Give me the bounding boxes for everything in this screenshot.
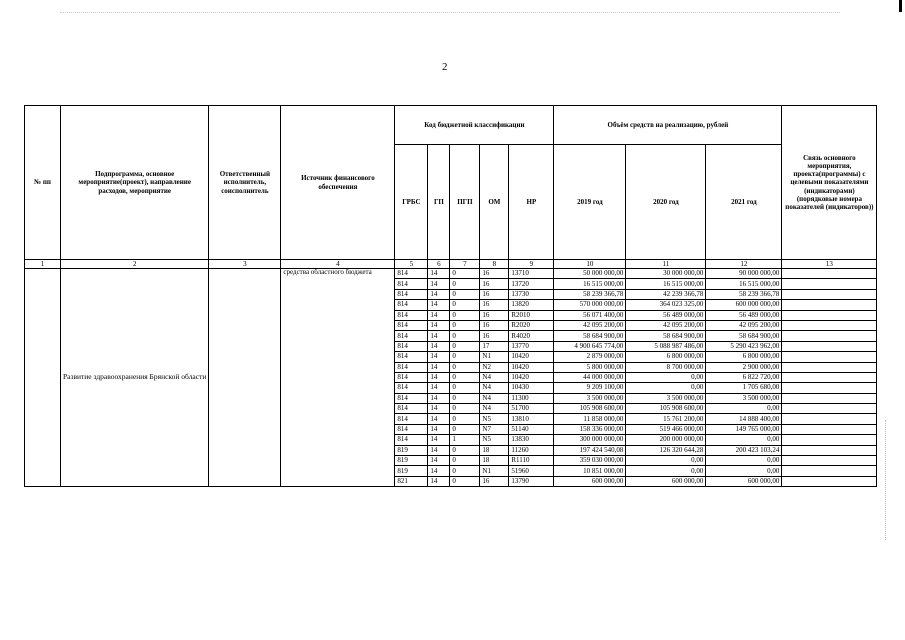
source-cell: средства областного бюджета — [281, 269, 395, 487]
amount-2021-cell: 6 822 720,00 — [706, 372, 782, 382]
om-cell: 16 — [480, 320, 509, 330]
np-cell: 10420 — [509, 352, 554, 362]
om-cell: 18 — [480, 445, 509, 455]
amount-2019-cell: 50 000 000,00 — [554, 269, 626, 279]
gp-cell: 14 — [428, 393, 450, 403]
pgp-cell: 0 — [450, 393, 480, 403]
gp-cell: 14 — [428, 424, 450, 434]
header-row-1 — [25, 106, 877, 145]
gp-cell: 14 — [428, 445, 450, 455]
link-cell — [782, 310, 877, 320]
pgp-cell: 0 — [450, 320, 480, 330]
header-volume: Объём средств на реализацию, рублей — [554, 106, 782, 145]
header-om: ОМ — [480, 145, 509, 260]
np-cell: 13710 — [509, 269, 554, 279]
column-number: 7 — [450, 260, 480, 269]
link-cell — [782, 435, 877, 445]
amount-2021-cell: 58 684 900,00 — [706, 331, 782, 341]
link-cell — [782, 456, 877, 466]
np-cell: 13720 — [509, 279, 554, 289]
amount-2019-cell: 16 515 000,00 — [554, 279, 626, 289]
link-cell — [782, 300, 877, 310]
amount-2019-cell: 42 095 200,00 — [554, 320, 626, 330]
np-cell: 10420 — [509, 362, 554, 372]
grbs-cell: 814 — [395, 383, 428, 393]
amount-2020-cell: 0,00 — [626, 466, 706, 476]
amount-2019-cell: 5 800 000,00 — [554, 362, 626, 372]
pgp-cell: 0 — [450, 269, 480, 279]
pgp-cell: 0 — [450, 362, 480, 372]
grbs-cell: 814 — [395, 424, 428, 434]
budget-table — [24, 105, 877, 487]
link-cell — [782, 424, 877, 434]
amount-2021-cell: 0,00 — [706, 435, 782, 445]
pgp-cell: 0 — [450, 341, 480, 351]
link-cell — [782, 331, 877, 341]
link-cell — [782, 393, 877, 403]
table-row — [25, 269, 877, 279]
amount-2020-cell: 16 515 000,00 — [626, 279, 706, 289]
amount-2019-cell: 10 851 000,00 — [554, 466, 626, 476]
np-cell: R1110 — [509, 456, 554, 466]
om-cell: 16 — [480, 300, 509, 310]
amount-2021-cell: 3 500 000,00 — [706, 393, 782, 403]
pgp-cell: 0 — [450, 456, 480, 466]
page-number: 2 — [442, 61, 448, 73]
pgp-cell: 0 — [450, 383, 480, 393]
column-number: 6 — [428, 260, 450, 269]
amount-2019-cell: 3 500 000,00 — [554, 393, 626, 403]
amount-2020-cell: 105 908 600,00 — [626, 404, 706, 414]
amount-2020-cell: 600 000,00 — [626, 476, 706, 486]
amount-2020-cell: 5 088 987 486,00 — [626, 341, 706, 351]
om-cell: N5 — [480, 414, 509, 424]
amount-2021-cell: 0,00 — [706, 466, 782, 476]
pgp-cell: 0 — [450, 466, 480, 476]
gp-cell: 14 — [428, 300, 450, 310]
gp-cell: 14 — [428, 341, 450, 351]
grbs-cell: 814 — [395, 269, 428, 279]
amount-2020-cell: 42 239 366,78 — [626, 289, 706, 299]
amount-2019-cell: 2 879 000,00 — [554, 352, 626, 362]
pgp-cell: 0 — [450, 372, 480, 382]
np-cell: 51960 — [509, 466, 554, 476]
column-number: 1 — [25, 260, 61, 269]
grbs-cell: 814 — [395, 393, 428, 403]
header-budget-code: Код бюджетной классификации — [395, 106, 554, 145]
np-cell: R2010 — [509, 310, 554, 320]
amount-2021-cell: 0,00 — [706, 456, 782, 466]
pgp-cell: 0 — [450, 352, 480, 362]
gp-cell: 14 — [428, 414, 450, 424]
column-number: 3 — [209, 260, 281, 269]
column-number: 4 — [281, 260, 395, 269]
om-cell: N1 — [480, 352, 509, 362]
grbs-cell: 814 — [395, 372, 428, 382]
amount-2021-cell: 200 423 103,24 — [706, 445, 782, 455]
link-cell — [782, 404, 877, 414]
link-cell — [782, 289, 877, 299]
header-2021: 2021 год — [706, 145, 782, 260]
om-cell: N4 — [480, 404, 509, 414]
np-cell: 13770 — [509, 341, 554, 351]
np-cell: R4020 — [509, 331, 554, 341]
column-number: 9 — [509, 260, 554, 269]
om-cell: 16 — [480, 289, 509, 299]
amount-2020-cell: 0,00 — [626, 383, 706, 393]
amount-2020-cell: 0,00 — [626, 372, 706, 382]
amount-2019-cell: 359 030 000,00 — [554, 456, 626, 466]
executor-cell — [209, 269, 281, 487]
om-cell: N4 — [480, 372, 509, 382]
link-cell — [782, 362, 877, 372]
om-cell: N7 — [480, 424, 509, 434]
amount-2020-cell: 6 800 000,00 — [626, 352, 706, 362]
gp-cell: 14 — [428, 404, 450, 414]
om-cell: N4 — [480, 383, 509, 393]
column-number: 10 — [554, 260, 626, 269]
row-number-cell — [25, 269, 61, 487]
column-number: 13 — [782, 260, 877, 269]
amount-2019-cell: 44 000 000,00 — [554, 372, 626, 382]
header-executor: Ответственный исполнитель, соисполнитель — [209, 106, 281, 260]
pgp-cell: 0 — [450, 424, 480, 434]
pgp-cell: 0 — [450, 279, 480, 289]
pgp-cell: 0 — [450, 300, 480, 310]
om-cell: 17 — [480, 341, 509, 351]
gp-cell: 14 — [428, 372, 450, 382]
np-cell: 13820 — [509, 300, 554, 310]
column-number: 11 — [626, 260, 706, 269]
amount-2020-cell: 56 489 000,00 — [626, 310, 706, 320]
amount-2021-cell: 90 000 000,00 — [706, 269, 782, 279]
header-pgp: ПГП — [450, 145, 480, 260]
amount-2019-cell: 11 858 000,00 — [554, 414, 626, 424]
pgp-cell: 0 — [450, 289, 480, 299]
amount-2021-cell: 0,00 — [706, 404, 782, 414]
amount-2019-cell: 58 239 366,78 — [554, 289, 626, 299]
om-cell: 16 — [480, 476, 509, 486]
link-cell — [782, 372, 877, 382]
amount-2020-cell: 30 000 000,00 — [626, 269, 706, 279]
amount-2021-cell: 56 489 000,00 — [706, 310, 782, 320]
amount-2021-cell: 600 000,00 — [706, 476, 782, 486]
header-subprogram: Подпрограмма, основное мероприятие(проект), направление расходов, мероприятие — [61, 106, 209, 260]
amount-2020-cell: 15 761 200,00 — [626, 414, 706, 424]
gp-cell: 14 — [428, 456, 450, 466]
amount-2019-cell: 4 900 645 774,00 — [554, 341, 626, 351]
header-2019: 2019 год — [554, 145, 626, 260]
scan-corner-mark — [899, 0, 902, 12]
gp-cell: 14 — [428, 289, 450, 299]
link-cell — [782, 269, 877, 279]
np-cell: 13830 — [509, 435, 554, 445]
link-cell — [782, 279, 877, 289]
np-cell: 51700 — [509, 404, 554, 414]
grbs-cell: 821 — [395, 476, 428, 486]
table-body — [25, 269, 877, 487]
om-cell: N4 — [480, 393, 509, 403]
gp-cell: 14 — [428, 476, 450, 486]
header-grbs: ГРБС — [395, 145, 428, 260]
link-cell — [782, 414, 877, 424]
np-cell: 11260 — [509, 445, 554, 455]
header-np: НР — [509, 145, 554, 260]
gp-cell: 14 — [428, 352, 450, 362]
amount-2019-cell: 570 000 000,00 — [554, 300, 626, 310]
pgp-cell: 1 — [450, 435, 480, 445]
amount-2021-cell: 42 095 200,00 — [706, 320, 782, 330]
gp-cell: 14 — [428, 362, 450, 372]
amount-2021-cell: 5 290 423 962,00 — [706, 341, 782, 351]
amount-2020-cell: 42 095 200,00 — [626, 320, 706, 330]
column-number-row — [25, 260, 877, 269]
link-cell — [782, 341, 877, 351]
subprogram-cell: Развитие здравоохранения Брянской области — [61, 269, 209, 487]
grbs-cell: 814 — [395, 435, 428, 445]
grbs-cell: 814 — [395, 362, 428, 372]
om-cell: N1 — [480, 466, 509, 476]
pgp-cell: 0 — [450, 414, 480, 424]
amount-2021-cell: 58 239 366,78 — [706, 289, 782, 299]
pgp-cell: 0 — [450, 310, 480, 320]
gp-cell: 14 — [428, 466, 450, 476]
grbs-cell: 814 — [395, 289, 428, 299]
pgp-cell: 0 — [450, 331, 480, 341]
amount-2019-cell: 9 209 100,00 — [554, 383, 626, 393]
grbs-cell: 819 — [395, 456, 428, 466]
amount-2021-cell: 1 705 680,00 — [706, 383, 782, 393]
grbs-cell: 819 — [395, 445, 428, 455]
np-cell: 10420 — [509, 372, 554, 382]
grbs-cell: 814 — [395, 300, 428, 310]
amount-2020-cell: 200 000 000,00 — [626, 435, 706, 445]
header-link: Связь основного мероприятия, проекта(программы) с целевыми показателями (индикаторами) (порядковые номера показателей (индикаторов)) — [782, 106, 877, 260]
om-cell: 18 — [480, 456, 509, 466]
grbs-cell: 814 — [395, 279, 428, 289]
header-source: Источник финансового обеспечения — [281, 106, 395, 260]
amount-2019-cell: 158 336 000,00 — [554, 424, 626, 434]
gp-cell: 14 — [428, 310, 450, 320]
amount-2021-cell: 14 888 400,00 — [706, 414, 782, 424]
np-cell: 13790 — [509, 476, 554, 486]
link-cell — [782, 476, 877, 486]
amount-2021-cell: 149 765 000,00 — [706, 424, 782, 434]
grbs-cell: 819 — [395, 466, 428, 476]
grbs-cell: 814 — [395, 331, 428, 341]
grbs-cell: 814 — [395, 352, 428, 362]
amount-2020-cell: 519 466 000,00 — [626, 424, 706, 434]
link-cell — [782, 320, 877, 330]
np-cell: 10430 — [509, 383, 554, 393]
grbs-cell: 814 — [395, 341, 428, 351]
link-cell — [782, 383, 877, 393]
amount-2019-cell: 56 071 400,00 — [554, 310, 626, 320]
link-cell — [782, 466, 877, 476]
om-cell: 16 — [480, 269, 509, 279]
gp-cell: 14 — [428, 383, 450, 393]
gp-cell: 14 — [428, 331, 450, 341]
om-cell: N5 — [480, 435, 509, 445]
amount-2021-cell: 6 800 000,00 — [706, 352, 782, 362]
amount-2019-cell: 600 000,00 — [554, 476, 626, 486]
column-number: 8 — [480, 260, 509, 269]
gp-cell: 14 — [428, 269, 450, 279]
om-cell: 16 — [480, 310, 509, 320]
header-gp: ГП — [428, 145, 450, 260]
gp-cell: 14 — [428, 320, 450, 330]
column-number: 5 — [395, 260, 428, 269]
amount-2019-cell: 300 000 000,00 — [554, 435, 626, 445]
header-2020: 2020 год — [626, 145, 706, 260]
np-cell: 11300 — [509, 393, 554, 403]
om-cell: N2 — [480, 362, 509, 372]
grbs-cell: 814 — [395, 404, 428, 414]
amount-2020-cell: 126 320 644,28 — [626, 445, 706, 455]
amount-2019-cell: 197 424 540,08 — [554, 445, 626, 455]
grbs-cell: 814 — [395, 310, 428, 320]
np-cell: 51140 — [509, 424, 554, 434]
np-cell: 13730 — [509, 289, 554, 299]
pgp-cell: 0 — [450, 404, 480, 414]
om-cell: 16 — [480, 331, 509, 341]
amount-2020-cell: 58 684 900,00 — [626, 331, 706, 341]
amount-2019-cell: 58 684 900,00 — [554, 331, 626, 341]
link-cell — [782, 445, 877, 455]
amount-2020-cell: 364 023 325,00 — [626, 300, 706, 310]
amount-2020-cell: 3 500 000,00 — [626, 393, 706, 403]
grbs-cell: 814 — [395, 320, 428, 330]
amount-2021-cell: 16 515 000,00 — [706, 279, 782, 289]
gp-cell: 14 — [428, 279, 450, 289]
scan-noise-side — [885, 420, 887, 540]
pgp-cell: 0 — [450, 476, 480, 486]
column-number: 2 — [61, 260, 209, 269]
amount-2019-cell: 105 908 600,00 — [554, 404, 626, 414]
np-cell: 13810 — [509, 414, 554, 424]
column-number: 12 — [706, 260, 782, 269]
pgp-cell: 0 — [450, 445, 480, 455]
om-cell: 16 — [480, 279, 509, 289]
np-cell: R2020 — [509, 320, 554, 330]
gp-cell: 14 — [428, 435, 450, 445]
grbs-cell: 814 — [395, 414, 428, 424]
amount-2020-cell: 0,00 — [626, 456, 706, 466]
scan-noise-top — [60, 12, 840, 17]
header-no: № пп — [25, 106, 61, 260]
link-cell — [782, 352, 877, 362]
amount-2021-cell: 2 900 000,00 — [706, 362, 782, 372]
amount-2020-cell: 8 700 000,00 — [626, 362, 706, 372]
amount-2021-cell: 600 000 000,00 — [706, 300, 782, 310]
